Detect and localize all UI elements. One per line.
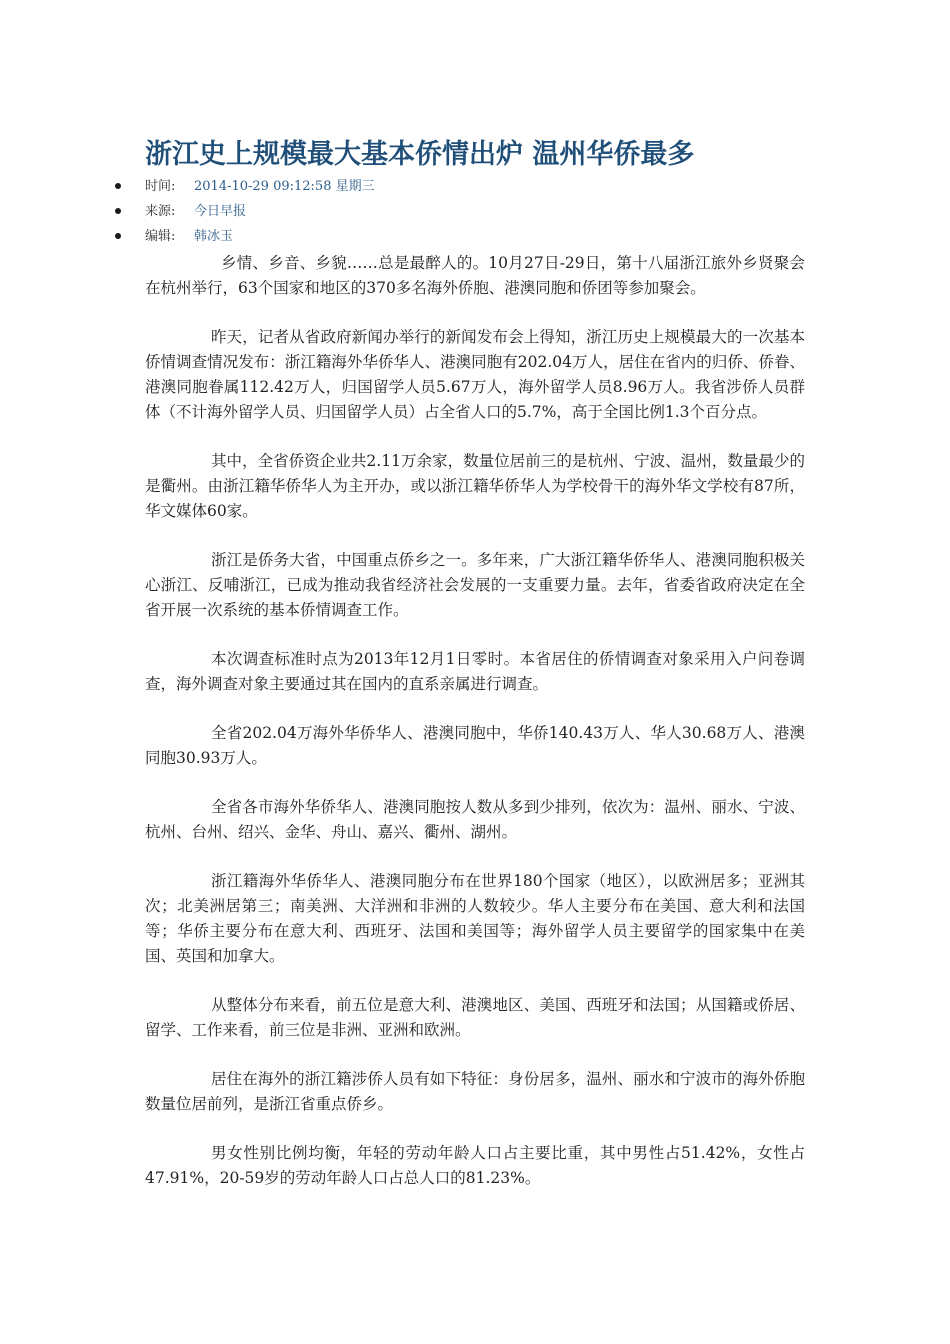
paragraph: 其中，全省侨资企业共2.11万余家，数量位居前三的是杭州、宁波、温州，数量最少的是衢州。由浙江籍华侨华人为主开办，或以浙江籍华侨华人为学校骨干的海外华文学校有87所，华文媒体60家。 <box>145 452 805 520</box>
meta-label: 时间: <box>145 179 176 194</box>
meta-label: 编辑: <box>145 229 176 244</box>
paragraph: 居住在海外的浙江籍涉侨人员有如下特征：身份居多，温州、丽水和宁波市的海外侨胞数量位居前列，是浙江省重点侨乡。 <box>145 1070 805 1113</box>
meta-value-editor: 韩冰玉 <box>194 229 234 244</box>
paragraph: 浙江籍海外华侨华人、港澳同胞分布在世界180个国家（地区），以欧洲居多；亚洲其次；北美洲居第三；南美洲、大洋洲和非洲的人数较少。华人主要分布在美国、意大利和法国等；华侨主要分布在意大利、西班牙、法国和美国等；海外留学人员主要留学的国家集中在美国、英国和加拿大。 <box>145 872 805 965</box>
bullet-icon <box>115 183 121 189</box>
meta-item-source <box>115 202 375 227</box>
paragraph: 昨天，记者从省政府新闻办举行的新闻发布会上得知，浙江历史上规模最大的一次基本侨情调查情况发布：浙江籍海外华侨华人、港澳同胞有202.04万人，居住在省内的归侨、侨眷、港澳同胞眷属112.42万人，归国留学人员5.67万人，海外留学人员8.96万人。我省涉侨人员群体（不计海外留学人员、归国留学人员）占全省人口的5.7%，高于全国比例1.3个百分点。 <box>145 328 805 421</box>
article-body <box>145 251 805 1215</box>
meta-item-editor <box>115 227 375 252</box>
paragraph: 浙江是侨务大省，中国重点侨乡之一。多年来，广大浙江籍华侨华人、港澳同胞积极关心浙江、反哺浙江，已成为推动我省经济社会发展的一支重要力量。去年，省委省政府决定在全省开展一次系统的基本侨情调查工作。 <box>145 551 805 619</box>
paragraph: 全省202.04万海外华侨华人、港澳同胞中，华侨140.43万人、华人30.68万人、港澳同胞30.93万人。 <box>145 724 805 767</box>
paragraph: 乡情、乡音、乡貌……总是最醉人的。10月27日-29日，第十八届浙江旅外乡贤聚会在杭州举行，63个国家和地区的370多名海外侨胞、港澳同胞和侨团等参加聚会。 <box>145 254 805 297</box>
paragraph: 从整体分布来看，前五位是意大利、港澳地区、美国、西班牙和法国；从国籍或侨居、留学、工作来看，前三位是非洲、亚洲和欧洲。 <box>145 996 805 1039</box>
article-meta-list <box>115 177 375 252</box>
paragraph: 男女性别比例均衡，年轻的劳动年龄人口占主要比重，其中男性占51.42%，女性占47.91%，20-59岁的劳动年龄人口占总人口的81.23%。 <box>145 1144 805 1187</box>
bullet-icon <box>115 208 121 214</box>
paragraph: 全省各市海外华侨华人、港澳同胞按人数从多到少排列，依次为：温州、丽水、宁波、杭州、台州、绍兴、金华、舟山、嘉兴、衢州、湖州。 <box>145 798 805 841</box>
meta-label: 来源: <box>145 204 176 219</box>
meta-value-source[interactable]: 今日早报 <box>194 204 247 219</box>
meta-item-time <box>115 177 375 202</box>
meta-value-time: 2014-10-29 09:12:58 星期三 <box>194 179 375 194</box>
paragraph: 本次调查标准时点为2013年12月1日零时。本省居住的侨情调查对象采用入户问卷调查，海外调查对象主要通过其在国内的直系亲属进行调查。 <box>145 650 805 693</box>
bullet-icon <box>115 233 121 239</box>
article-title: 浙江史上规模最大基本侨情出炉 温州华侨最多 <box>145 139 695 170</box>
